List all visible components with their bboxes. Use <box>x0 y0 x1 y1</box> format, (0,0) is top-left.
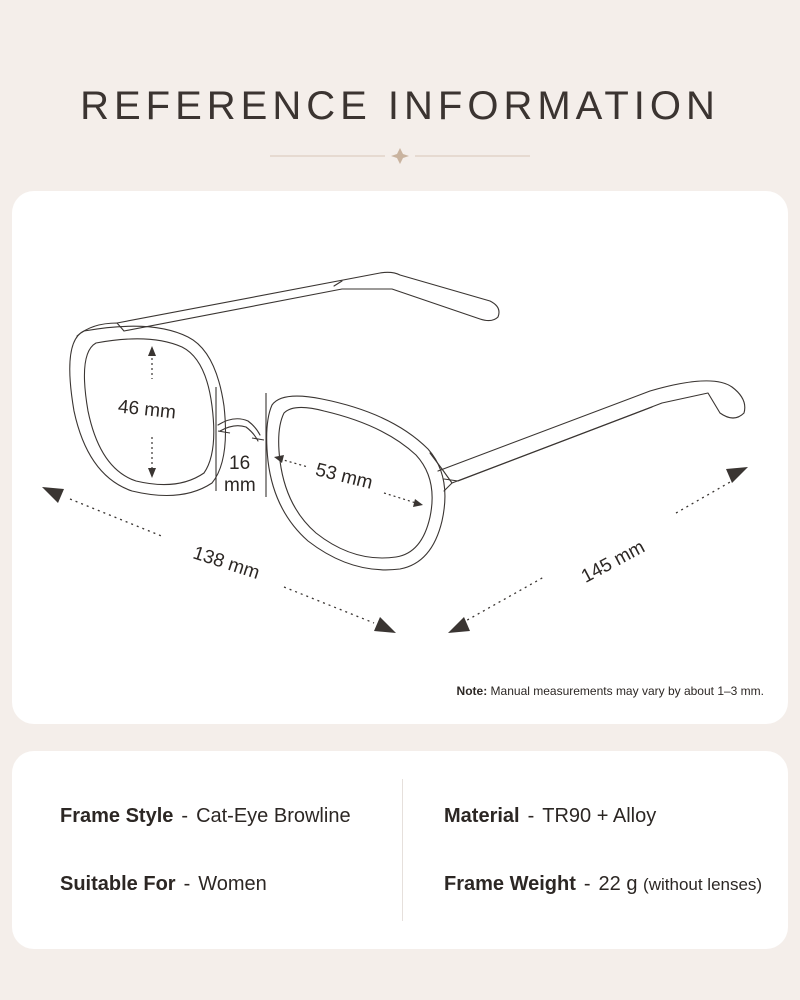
sparkle-icon <box>391 148 409 164</box>
specs-divider <box>402 779 403 921</box>
spec-separator: - <box>183 873 191 895</box>
spec-label: Frame Weight <box>444 873 576 895</box>
spec-separator: - <box>527 805 535 827</box>
spec-separator: - <box>583 873 591 895</box>
temple-length-dimension <box>448 467 748 633</box>
bridge-label-line1: 16 <box>229 453 251 474</box>
spec-label: Suitable For <box>60 873 176 895</box>
spec-value: 22 g <box>598 873 638 895</box>
page-title: REFERENCE INFORMATION <box>80 84 720 128</box>
glasses-diagram-card <box>12 191 788 724</box>
spec-label: Material <box>444 805 520 827</box>
far-temple <box>117 272 499 331</box>
spec-note: (without lenses) <box>643 875 763 894</box>
frame-width-label: 138 mm <box>190 542 263 584</box>
spec-suitable-for <box>60 873 267 896</box>
spec-value: TR90 + Alloy <box>542 805 657 827</box>
bridge-label-line2: mm <box>224 475 256 496</box>
spec-label: Frame Style <box>60 805 174 827</box>
measurement-note <box>457 684 764 698</box>
spec-material <box>444 805 656 828</box>
note-label: Note: <box>456 684 488 698</box>
lens-width-label: 53 mm <box>313 459 375 494</box>
specs-card <box>12 751 788 949</box>
temple-length-label: 145 mm <box>577 536 649 588</box>
glasses-diagram <box>12 191 788 724</box>
spec-separator: - <box>181 805 189 827</box>
spec-value: Cat-Eye Browline <box>196 805 351 827</box>
title-divider <box>270 146 530 166</box>
lens-height-label: 46 mm <box>116 396 177 424</box>
near-temple <box>438 381 745 483</box>
spec-frame-weight <box>444 873 762 896</box>
spec-value: Women <box>198 873 267 895</box>
spec-frame-style <box>60 805 351 828</box>
note-text: Manual measurements may vary by about 1–3 mm. <box>490 684 764 698</box>
